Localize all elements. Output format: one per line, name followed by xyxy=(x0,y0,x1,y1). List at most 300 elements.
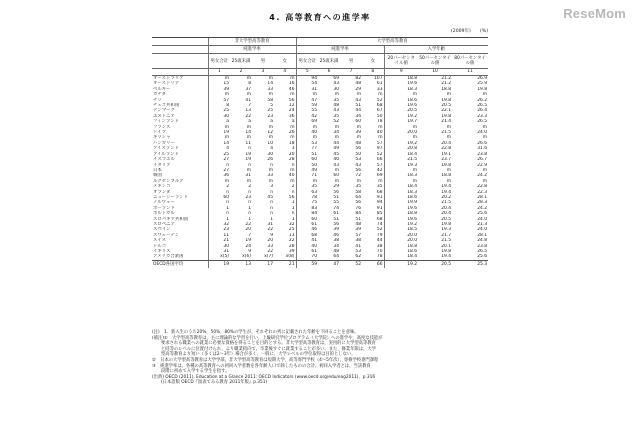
table-cell: 19.6 xyxy=(384,81,418,86)
table-cell: 40 xyxy=(376,130,383,136)
table-cell: 22 xyxy=(245,113,251,119)
table-cell: m xyxy=(290,92,295,98)
table-cell: 18.6 xyxy=(384,249,418,254)
table-cell: 28.1 xyxy=(477,194,488,200)
table-cell: 39 xyxy=(288,249,295,254)
table-cell: 35 xyxy=(333,113,340,119)
table-cell: m xyxy=(356,92,362,98)
table-cell: 26.5 xyxy=(477,119,488,125)
table-cell: 27 xyxy=(208,168,230,173)
table-cell: m xyxy=(290,135,295,141)
country-name: メキシコ xyxy=(153,184,171,190)
table-cell: n xyxy=(208,200,230,205)
table-cell: m xyxy=(268,167,273,173)
table-cell: 19.8 xyxy=(441,97,452,103)
table-cell: 22 xyxy=(267,227,273,233)
table-cell: 48 xyxy=(355,221,362,227)
country-name: ノルウェー xyxy=(153,200,175,206)
table-cell: 23 xyxy=(208,227,230,232)
table-cell: 22.8 xyxy=(441,146,452,152)
table-cell: 15 xyxy=(208,81,230,86)
table-cell: m xyxy=(208,125,230,130)
table-cell: 60 xyxy=(296,217,318,222)
table-cell: 75 xyxy=(296,200,318,205)
table-cell: 13 xyxy=(245,108,251,114)
table-cell: 39 xyxy=(333,227,340,233)
table-cell: 28.1 xyxy=(477,232,488,238)
table-cell: 24.0 xyxy=(477,216,488,222)
table-cell: 26 xyxy=(267,157,273,163)
table-cell: 8 xyxy=(248,81,251,87)
table-cell: 1 xyxy=(248,216,251,222)
table-cell: 21.5 xyxy=(441,200,452,206)
table-cell: m xyxy=(334,135,340,141)
table-cell: 18.8 xyxy=(384,76,418,82)
table-cell: 19.3 xyxy=(441,227,452,233)
table-cell: 56 xyxy=(288,194,295,200)
table-cell: 19.7 xyxy=(384,119,418,124)
table-cell: m xyxy=(290,76,295,81)
table-cell: n xyxy=(208,163,230,168)
table-cell: 37 xyxy=(245,86,251,92)
table-cell: 8 xyxy=(208,103,230,108)
table-cell: 22 xyxy=(288,238,295,244)
table-cell: 13 xyxy=(288,232,295,238)
table-cell: 52 xyxy=(376,151,383,157)
table-cell: m xyxy=(296,92,318,97)
table-cell: 5 xyxy=(270,103,273,109)
footnote-line: と同等のレベルに位置付けられ，より職業指向で，卒業後すぐに就業することが多い。また，修業年限は，大学 xyxy=(161,346,377,352)
table-cell: 51 xyxy=(333,194,340,200)
table-cell: 20.0 xyxy=(384,238,418,243)
table-cell: 83 xyxy=(296,206,318,211)
table-cell: 35 xyxy=(376,184,383,190)
table-cell: m xyxy=(446,167,452,173)
table-cell: 20 xyxy=(288,151,295,157)
table-cell: 20 xyxy=(245,227,251,233)
table-cell: 33 xyxy=(376,86,383,92)
table-cell: 34 xyxy=(333,130,340,136)
table-cell: 53 xyxy=(296,141,318,146)
footnote-line: 段階に初めて入学する学生を指す。 xyxy=(161,369,230,375)
table-cell: 26.9 xyxy=(477,76,488,81)
table-cell: a xyxy=(291,119,295,125)
table-cell: 68 xyxy=(376,189,383,195)
table-cell: 41 xyxy=(296,238,318,243)
table-cell: m xyxy=(378,92,383,98)
table-cell: n xyxy=(248,189,251,195)
table-cell: 31 xyxy=(296,87,318,92)
table-cell: 29 xyxy=(333,184,340,190)
table-cell: 33 xyxy=(267,86,273,92)
header-group-non-university: 非大学型高等教育 xyxy=(208,38,296,46)
table-cell: 10 xyxy=(267,140,273,146)
column-header: 女 xyxy=(362,54,384,69)
table-cell: 22.8 xyxy=(477,184,488,190)
table-cell: 22 xyxy=(267,249,273,254)
table-cell: 20.2 xyxy=(441,194,452,200)
table-cell: 60 xyxy=(355,119,362,125)
table-cell: 1 xyxy=(208,217,230,222)
table-cell: 72 xyxy=(355,173,362,179)
country-name: アメリカ合衆国 xyxy=(152,254,208,260)
table-cell: 58 xyxy=(267,97,273,103)
table-cell: 19.2 xyxy=(384,222,418,227)
table-cell: 47 xyxy=(296,98,318,103)
table-cell: 13 xyxy=(230,260,252,268)
table-cell: 64 xyxy=(355,194,362,200)
table-cell: 24.2 xyxy=(477,205,488,211)
table-cell: 14 xyxy=(267,81,273,87)
country-name: ニュージーランド xyxy=(153,194,189,200)
country-name: フランス xyxy=(153,124,171,130)
column-header: 男女合計 xyxy=(296,54,318,69)
table-cell: 57 xyxy=(376,162,383,168)
table-cell: 49 xyxy=(296,168,318,173)
table-cell: m xyxy=(378,135,383,141)
table-cell: m xyxy=(384,125,418,130)
oecd-average-row xyxy=(152,260,488,268)
country-name: ギリシャ xyxy=(153,135,171,141)
table-cell: 35 xyxy=(296,184,318,189)
table-cell: 60 xyxy=(333,173,340,179)
column-header: 25歳未満 xyxy=(318,54,340,69)
table-cell: m xyxy=(268,76,273,81)
table-cell: 40 xyxy=(333,157,340,163)
table-cell: m xyxy=(482,167,488,173)
table-cell: 84 xyxy=(296,211,318,216)
table-cell: 19.4 xyxy=(441,189,452,195)
watermark-logo: ReseMom xyxy=(563,6,626,21)
country-name: スイス xyxy=(153,238,167,244)
table-cell: 19.4 xyxy=(441,184,452,190)
table-cell: 22 xyxy=(245,221,251,227)
table-cell: 85 xyxy=(376,211,383,217)
table-cell: 18.8 xyxy=(441,173,452,179)
table-cell: 3 xyxy=(291,146,295,152)
table-cell: 52 xyxy=(376,97,383,103)
document-page xyxy=(152,10,488,412)
table-cell: 20.4 xyxy=(441,205,452,211)
table-cell: m xyxy=(334,167,340,173)
table-cell: 18.3 xyxy=(384,173,418,178)
table-cell: 26.2 xyxy=(477,97,488,103)
table-cell: 53 xyxy=(355,157,362,163)
country-name: ルクセンブルグ xyxy=(153,178,184,184)
table-cell: 69 xyxy=(376,173,383,179)
table-cell: m xyxy=(268,135,273,141)
country-name: 日本 xyxy=(153,167,162,173)
table-cell: m xyxy=(384,168,418,173)
table-cell: 24.0 xyxy=(477,227,488,233)
table-cell: 19.6 xyxy=(384,206,418,211)
table-cell: 107 xyxy=(374,76,383,81)
table-cell: a xyxy=(270,119,273,125)
table-cell: 21.2 xyxy=(441,76,452,81)
table-cell: 56 xyxy=(333,221,340,227)
table-cell: m xyxy=(208,76,230,82)
table-cell: 48 xyxy=(333,103,340,109)
table-cell: 7 xyxy=(248,103,251,109)
table-cell: m xyxy=(208,135,230,140)
country-name: ドイツ xyxy=(153,130,166,136)
table-cell: 1 xyxy=(270,216,273,222)
table-cell: 59 xyxy=(296,260,318,268)
table-cell: 84 xyxy=(355,211,362,217)
country-name: エストニア xyxy=(153,113,175,119)
table-cell: 31.6 xyxy=(477,146,488,152)
table-cell: 70 xyxy=(376,249,383,254)
table-cell: 78 xyxy=(376,119,383,125)
table-cell: 56 xyxy=(355,146,362,152)
table-cell: m xyxy=(446,92,452,98)
column-number: 7 xyxy=(340,69,362,76)
table-cell: 19.8 xyxy=(441,162,452,168)
table-cell: 19.2 xyxy=(384,141,418,146)
table-cell: 19.8 xyxy=(441,113,452,119)
table-cell: 9 xyxy=(248,249,251,254)
table-cell: 26.5 xyxy=(477,249,488,254)
table-cell: 23.7 xyxy=(441,157,452,163)
table-cell: 97 xyxy=(376,146,383,152)
table-cell: 51 xyxy=(355,216,362,222)
country-name: 韓国 xyxy=(153,173,162,179)
table-cell: 62 xyxy=(340,254,362,260)
table-cell: 19 xyxy=(208,260,230,268)
table-cell: 36 xyxy=(208,173,230,178)
table-cell: 1 xyxy=(291,200,295,206)
table-cell: 12 xyxy=(267,130,273,136)
table-cell: 46 xyxy=(296,227,318,232)
table-cell: 21.5 xyxy=(384,157,418,162)
table-cell: 21 xyxy=(208,238,230,243)
table-cell: 26 xyxy=(288,130,295,136)
table-cell: 1 xyxy=(291,205,295,211)
table-cell: 19 xyxy=(208,130,230,135)
table-cell: 44 xyxy=(376,238,383,244)
table-cell: 21.7 xyxy=(441,232,452,238)
table-cell: 77 xyxy=(296,146,318,151)
country-name: イギリス xyxy=(153,249,171,254)
table-cell: 29 xyxy=(355,86,362,92)
table-cell: m xyxy=(246,167,251,173)
table-cell: 66 xyxy=(362,260,384,268)
column-header: 80パーセンタイル値 xyxy=(452,54,488,69)
column-header: 男 xyxy=(340,54,362,69)
country-name: ポーランド xyxy=(153,205,175,211)
table-cell: 34 xyxy=(355,113,362,119)
table-cell: 25.3 xyxy=(452,260,488,268)
column-header: 女 xyxy=(274,54,296,69)
table-cell: 14 xyxy=(245,130,251,136)
table-cell: 26.5 xyxy=(477,103,488,109)
table-cell: 30 xyxy=(267,151,273,157)
table-cell: 2 xyxy=(248,184,251,190)
table-cell: 47 xyxy=(318,260,340,268)
table-cell: 46 xyxy=(333,232,340,238)
table-cell: n xyxy=(270,205,273,211)
table-cell: n xyxy=(208,190,230,195)
table-cell: 57 xyxy=(376,140,383,146)
table-cell: 48 xyxy=(333,249,340,254)
table-cell: x(8) xyxy=(274,254,296,260)
table-cell: 19.8 xyxy=(441,221,452,227)
country-name: カナダ xyxy=(153,92,166,98)
table-cell: 23.8 xyxy=(477,151,488,157)
table-cell: 19.4 xyxy=(418,254,452,260)
table-cell: 44 xyxy=(355,108,362,114)
table-cell: n xyxy=(270,189,273,195)
table-cell: 23.8 xyxy=(477,243,488,249)
table-cell: 41 xyxy=(355,243,362,249)
table-cell: 39 xyxy=(355,227,362,233)
table-cell: 3 xyxy=(270,184,273,190)
table-cell: m xyxy=(378,178,383,184)
country-name: ベルギー xyxy=(153,86,171,92)
table-cell: 19.8 xyxy=(441,249,452,254)
country-name: アイルランド xyxy=(153,151,179,157)
table-cell: m xyxy=(356,135,362,141)
table-cell: 79 xyxy=(376,232,383,238)
table-cell: n xyxy=(248,200,251,206)
table-cell: 74 xyxy=(333,205,340,211)
column-number: 11 xyxy=(452,69,488,76)
country-name: スウェーデン xyxy=(153,232,180,238)
table-cell: m xyxy=(246,178,251,184)
table-cell: 2 xyxy=(208,184,230,189)
table-cell: 64 xyxy=(318,254,340,260)
table-cell: 25 xyxy=(208,152,230,157)
table-cell: 20.4 xyxy=(441,211,452,217)
table-cell: m xyxy=(482,92,488,98)
table-cell: 52 xyxy=(376,227,383,233)
header-sub-entry-age: 入学年齢 xyxy=(384,46,488,54)
table-cell: n xyxy=(248,162,251,168)
table-cell: 56 xyxy=(333,189,340,195)
table-cell: 4 xyxy=(208,146,230,151)
table-cell: 38 xyxy=(376,243,383,249)
table-cell: 39 xyxy=(208,87,230,92)
table-cell: 26.4 xyxy=(477,108,488,114)
table-cell: 21.5 xyxy=(441,130,452,136)
table-cell: m xyxy=(356,178,362,184)
table-cell: n xyxy=(291,211,295,217)
table-cell: 4 xyxy=(270,146,273,152)
table-cell: 27 xyxy=(208,157,230,162)
table-cell: 20.5 xyxy=(418,260,452,268)
table-cell: a xyxy=(208,119,230,124)
table-cell: 56 xyxy=(355,200,362,206)
table-cell: 94 xyxy=(296,76,318,82)
table-cell: 25.6 xyxy=(452,254,488,260)
table-cell: 23 xyxy=(245,194,251,200)
table-cell: 24 xyxy=(288,108,295,114)
table-cell: 38 xyxy=(355,238,362,244)
table-cell: 30 xyxy=(208,244,230,249)
table-cell: 42 xyxy=(296,114,318,119)
table-cell: n xyxy=(270,162,273,168)
table-cell: 19.9 xyxy=(384,200,418,205)
table-cell: 2 xyxy=(291,184,295,190)
table-cell: 78 xyxy=(362,254,384,260)
column-number: 9 xyxy=(384,69,418,76)
table-cell: n xyxy=(270,200,273,206)
table-cell: 43 xyxy=(333,81,340,87)
table-cell: 31 xyxy=(267,221,273,227)
table-cell: 50 xyxy=(355,151,362,157)
footnotes xyxy=(152,330,488,386)
table-cell: 61 xyxy=(376,81,383,87)
table-cell: 19.2 xyxy=(384,114,418,119)
table-cell: 46 xyxy=(288,86,295,92)
header-corner xyxy=(152,38,208,46)
table-cell: 69 xyxy=(333,76,340,81)
table-cell: 25.9 xyxy=(477,81,488,87)
table-cell: x(7) xyxy=(252,254,274,260)
table-cell: 21 xyxy=(274,260,296,268)
table-cell: 43 xyxy=(333,108,340,114)
table-cell: 43 xyxy=(333,162,340,168)
country-name: オランダ xyxy=(153,189,171,195)
table-cell: 19.1 xyxy=(441,151,452,157)
column-number: 3 xyxy=(252,69,274,76)
header-sub-net-rate-a: 純進学率 xyxy=(208,46,296,54)
table-cell: 18.4 xyxy=(384,152,418,157)
table-cell: 52 xyxy=(340,260,362,268)
footnote-line: (補注)① 大学型高等教育は，主に理論的な学習を行い，上級研究学位プログラム（大学院）への進学や，高度な技能が xyxy=(152,335,383,341)
header-sub-net-rate-b: 純進学率 xyxy=(296,46,384,54)
country-name: OECD各国平均 xyxy=(152,260,208,268)
footnote-line: (出典) OECD (2011), Education at a Glance 2011: OECD Indicators (www.oecd.org/edu/eag2011)，p.316 xyxy=(152,374,376,380)
table-cell: 38 xyxy=(333,238,340,244)
column-number: 5 xyxy=(296,69,318,76)
table-cell: 31 xyxy=(208,249,230,254)
column-number: 8 xyxy=(362,69,384,76)
footnote-line: (注) 1．新入生のうち20%，50%，80%の学生が，それぞれの列に記載された年齢を下回ることを意味。 xyxy=(152,330,359,335)
column-header: 50パーセンタイル値 xyxy=(418,54,452,69)
table-cell: 14 xyxy=(208,141,230,146)
document-title: 4. 高等教育への進学率 xyxy=(269,13,371,22)
table-cell: 42 xyxy=(376,167,383,173)
table-cell: 9 xyxy=(270,232,273,238)
table-cell: 20 xyxy=(267,238,273,244)
table-cell: 16 xyxy=(288,81,295,87)
table-cell: 21.2 xyxy=(441,81,452,87)
table-cell: 40 xyxy=(296,244,318,249)
table-cell: 20.5 xyxy=(441,103,452,109)
country-name: トルコ xyxy=(153,243,167,249)
country-name: スペイン xyxy=(153,227,171,233)
table-cell: 59 xyxy=(296,103,318,108)
table-cell: 57 xyxy=(208,98,230,103)
table-cell: m xyxy=(384,135,418,140)
table-cell: 11 xyxy=(208,233,230,238)
table-cell: 30 xyxy=(333,86,340,92)
column-number: 2 xyxy=(230,69,252,76)
table-cell: 26.6 xyxy=(477,140,488,146)
table-cell: 28 xyxy=(288,157,295,163)
table-cell: 33 xyxy=(267,173,273,179)
table-cell: m xyxy=(482,178,488,184)
table-cell: 40 xyxy=(296,130,318,135)
table-cell: m xyxy=(296,179,318,184)
table-cell: m xyxy=(334,124,340,130)
table-cell: 22.9 xyxy=(477,162,488,168)
footnote-line: 型高等教育より短い（多くは2～3年）場合が多く，一般に，大学レベルの学位取得は目的としない。 xyxy=(161,352,356,358)
table-cell: 70 xyxy=(296,254,318,260)
footnote-line: ② 日本の大学型高等教育は大学学部，非大学型高等教育は短期大学，高等専門学校（4～5年次），専修学校専門課程 xyxy=(152,357,379,363)
country-name: アイスランド xyxy=(153,146,179,152)
